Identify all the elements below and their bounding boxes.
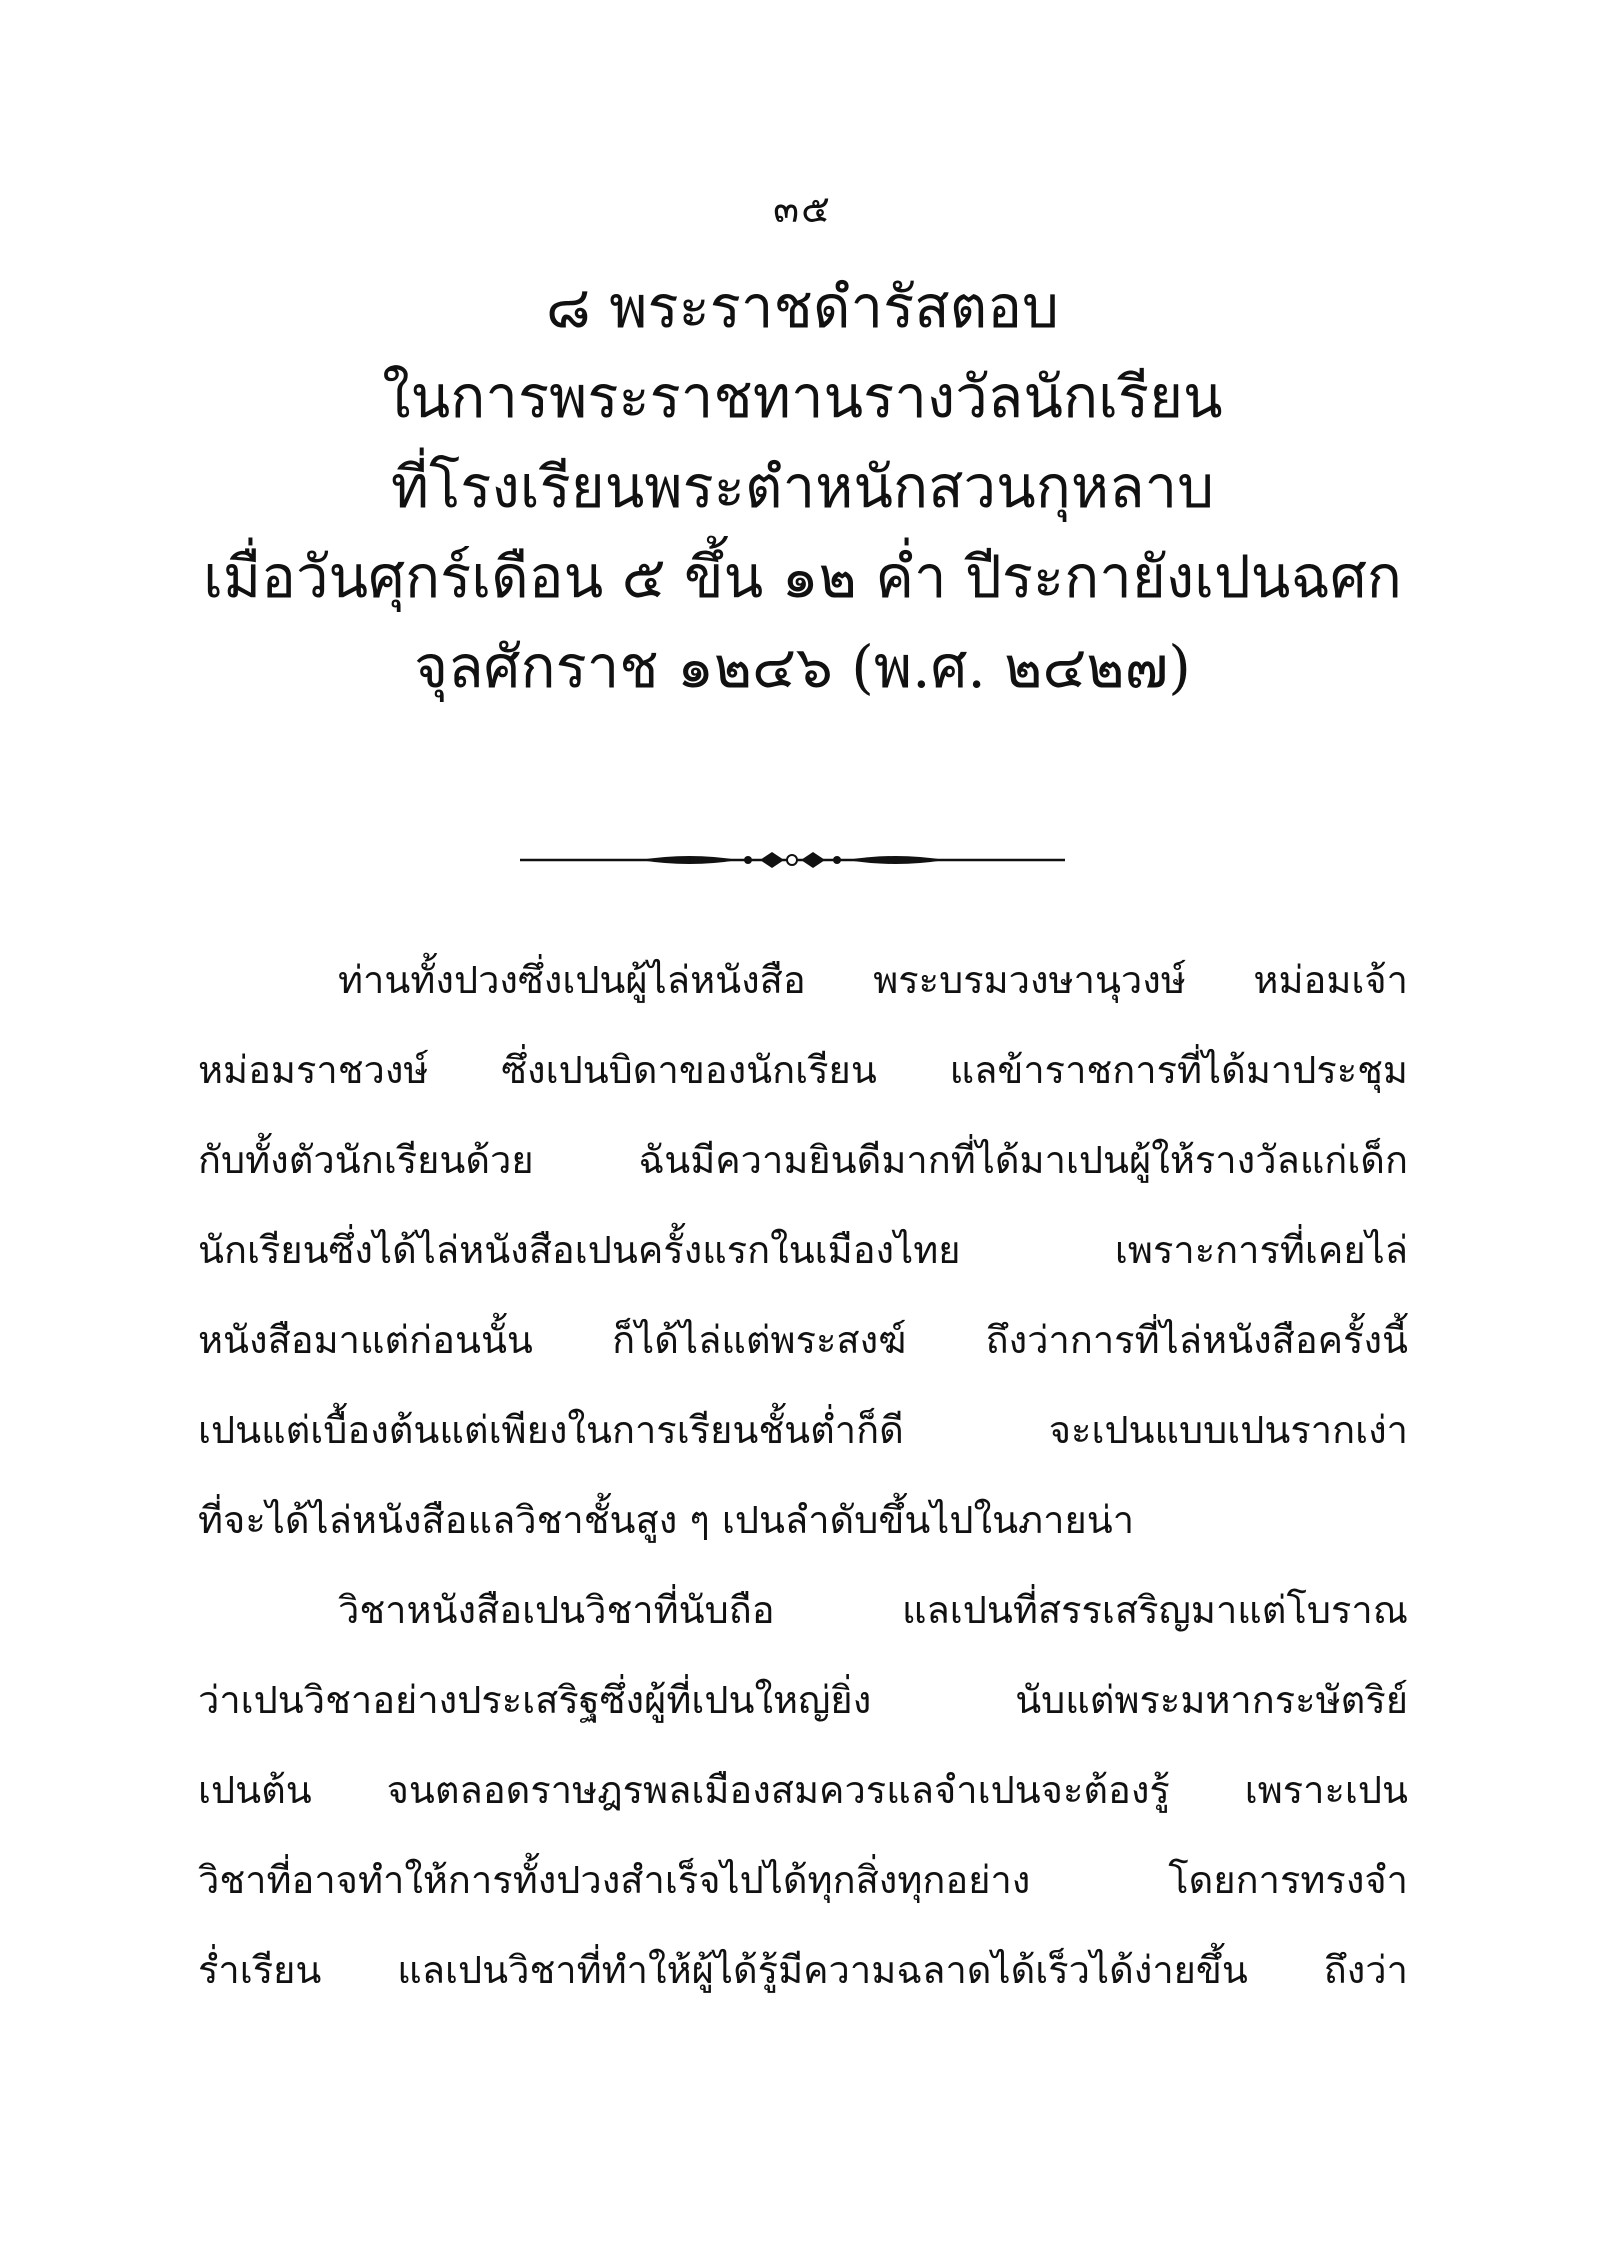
page-number: ๓๕ xyxy=(773,187,832,231)
text-line: ว่าเปนวิชาอย่างประเสริฐซึ่งผู้ที่เปนใหญ่ยิ่ง นับแต่พระมหากระษัตริย์ xyxy=(198,1678,1408,1722)
text-line: ร่ำเรียน แลเปนวิชาที่ทำให้ผู้ได้รู้มีความฉลาดได้เร็วได้ง่ายขึ้น ถึงว่า xyxy=(198,1948,1408,1992)
title-line: จุลศักราช ๑๒๔๖ (พ.ศ. ๒๔๒๗) xyxy=(414,633,1191,701)
title-line: ที่โรงเรียนพระตำหนักสวนกุหลาบ xyxy=(390,453,1215,521)
paragraph xyxy=(198,1565,1408,2015)
title-line: ๘ พระราชดำรัสตอบ xyxy=(546,273,1059,341)
text-line: กับทั้งตัวนักเรียนด้วย ฉันมีความยินดีมากที่ได้มาเปนผู้ให้รางวัลแก่เด็ก xyxy=(198,1138,1408,1182)
title-line: เมื่อวันศุกร์เดือน ๕ ขึ้น ๑๒ ค่ำ ปีระกายังเปนฉศก xyxy=(203,543,1402,611)
text-line: วิชาที่อาจทำให้การทั้งปวงสำเร็จไปได้ทุกสิ่งทุกอย่าง โดยการทรงจำ xyxy=(198,1858,1408,1902)
text-line: ที่จะได้ไล่หนังสือแลวิชาชั้นสูง ๆ เปนลำดับขึ้นไปในภายน่า xyxy=(198,1498,1135,1542)
text-line: วิชาหนังสือเปนวิชาที่นับถือ แลเปนที่สรรเสริญมาแต่โบราณ xyxy=(338,1588,1408,1632)
text-line: หม่อมราชวงษ์ ซึ่งเปนบิดาของนักเรียน แลข้าราชการที่ได้มาประชุม xyxy=(198,1048,1408,1092)
title-block xyxy=(150,262,1455,712)
paragraph xyxy=(198,935,1408,1565)
body-text xyxy=(198,935,1408,2015)
text-line: เปนแต่เบื้องต้นแต่เพียงในการเรียนชั้นต่ำก็ดี จะเปนแบบเปนรากเง่า xyxy=(198,1408,1408,1452)
title-line: ในการพระราชทานรางวัลนักเรียน xyxy=(382,363,1223,431)
ornamental-divider xyxy=(520,840,1065,880)
text-line: หนังสือมาแต่ก่อนนั้น ก็ได้ไล่แต่พระสงฆ์ ถึงว่าการที่ไล่หนังสือครั้งนี้ xyxy=(198,1318,1408,1362)
text-line: นักเรียนซึ่งได้ไล่หนังสือเปนครั้งแรกในเมืองไทย เพราะการที่เคยไล่ xyxy=(198,1228,1408,1272)
text-line: ท่านทั้งปวงซึ่งเปนผู้ไล่หนังสือ พระบรมวงษานุวงษ์ หม่อมเจ้า xyxy=(338,958,1408,1002)
text-line: เปนต้น จนตลอดราษฎรพลเมืองสมควรแลจำเปนจะต้องรู้ เพราะเปน xyxy=(198,1768,1408,1812)
